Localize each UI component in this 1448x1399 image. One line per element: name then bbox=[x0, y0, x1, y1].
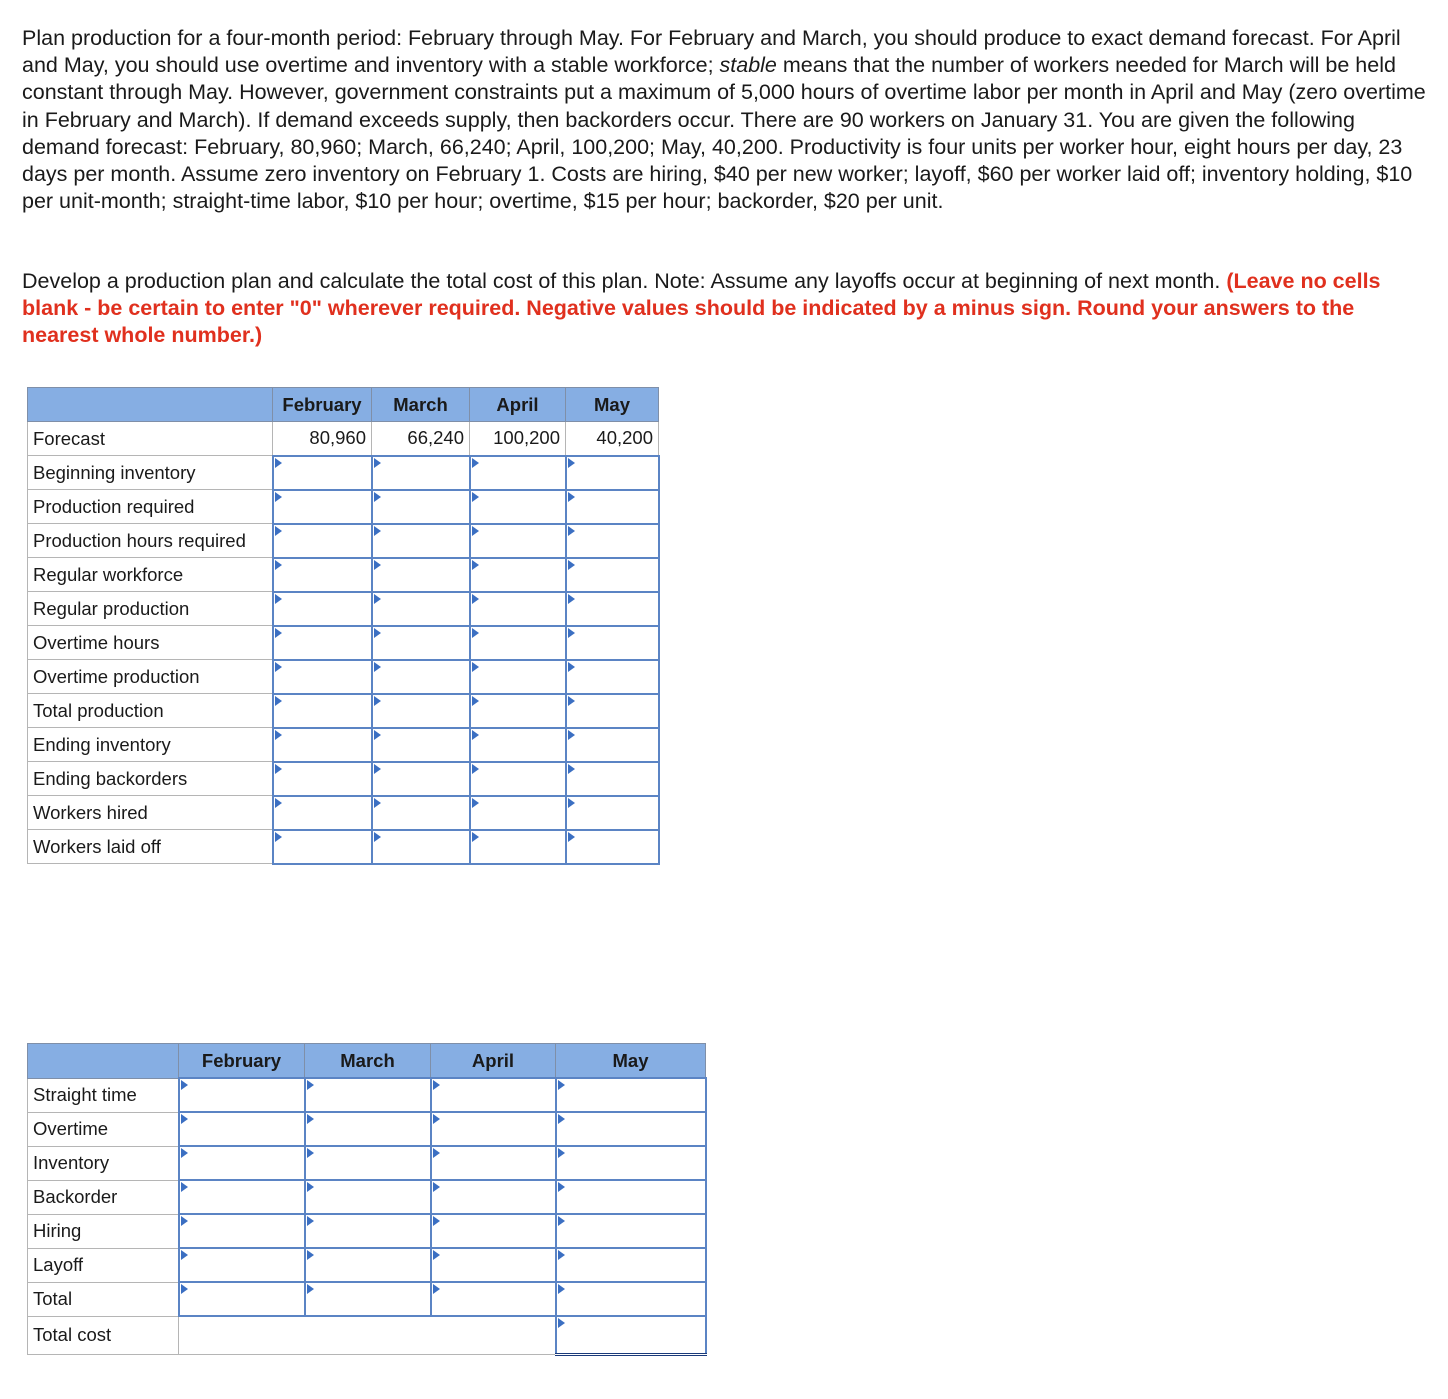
forecast-value: 66,240 bbox=[372, 422, 470, 456]
plan-row-production-required bbox=[28, 490, 659, 524]
cell-marker-icon bbox=[472, 526, 479, 536]
blank-cell bbox=[179, 1316, 305, 1354]
cost-table bbox=[27, 1043, 707, 1356]
total-cost-input[interactable] bbox=[556, 1282, 706, 1316]
cost-header-corner bbox=[28, 1044, 179, 1079]
cell-marker-icon bbox=[558, 1114, 565, 1124]
regular-workforce-input[interactable] bbox=[470, 558, 566, 592]
hiring-cost-input[interactable] bbox=[305, 1214, 431, 1248]
production-hours-required-input[interactable] bbox=[566, 524, 659, 558]
cell-marker-icon bbox=[181, 1284, 188, 1294]
cost-row-straight-time bbox=[28, 1078, 706, 1112]
cost-row-total bbox=[28, 1282, 706, 1316]
forecast-value: 40,200 bbox=[566, 422, 659, 456]
beginning-inventory-input[interactable] bbox=[470, 456, 566, 490]
cell-marker-icon bbox=[374, 458, 381, 468]
layoff-cost-input[interactable] bbox=[305, 1248, 431, 1282]
problem-emphasis: stable bbox=[719, 53, 777, 78]
cell-marker-icon bbox=[181, 1182, 188, 1192]
straight-time-cost-input[interactable] bbox=[556, 1078, 706, 1112]
forecast-row bbox=[28, 422, 659, 456]
plan-row-workers-laid-off bbox=[28, 830, 659, 864]
row-label: Regular production bbox=[28, 592, 273, 626]
overtime-cost-input[interactable] bbox=[179, 1112, 305, 1146]
workers-hired-input[interactable] bbox=[470, 796, 566, 830]
plan-row-regular-production bbox=[28, 592, 659, 626]
cost-header-month: April bbox=[431, 1044, 556, 1079]
cell-marker-icon bbox=[558, 1250, 565, 1260]
row-label: Hiring bbox=[28, 1214, 179, 1248]
plan-row-production-hours-required bbox=[28, 524, 659, 558]
workers-laid-off-input[interactable] bbox=[372, 830, 470, 864]
cell-marker-icon bbox=[181, 1080, 188, 1090]
regular-workforce-input[interactable] bbox=[566, 558, 659, 592]
plan-header-row bbox=[28, 388, 659, 422]
cell-marker-icon bbox=[374, 696, 381, 706]
plan-row-overtime-hours bbox=[28, 626, 659, 660]
regular-workforce-input[interactable] bbox=[372, 558, 470, 592]
regular-production-input[interactable] bbox=[372, 592, 470, 626]
inventory-cost-input[interactable] bbox=[556, 1146, 706, 1180]
cell-marker-icon bbox=[307, 1148, 314, 1158]
straight-time-cost-input[interactable] bbox=[305, 1078, 431, 1112]
total-production-input[interactable] bbox=[470, 694, 566, 728]
cell-marker-icon bbox=[558, 1216, 565, 1226]
cell-marker-icon bbox=[275, 832, 282, 842]
row-label: Backorder bbox=[28, 1180, 179, 1214]
overtime-cost-input[interactable] bbox=[305, 1112, 431, 1146]
total-cost-input[interactable] bbox=[556, 1316, 706, 1354]
row-label: Total production bbox=[28, 694, 273, 728]
total-cost-input[interactable] bbox=[179, 1282, 305, 1316]
cell-marker-icon bbox=[374, 628, 381, 638]
overtime-production-input[interactable] bbox=[566, 660, 659, 694]
cell-marker-icon bbox=[307, 1114, 314, 1124]
cell-marker-icon bbox=[307, 1216, 314, 1226]
cell-marker-icon bbox=[558, 1284, 565, 1294]
workers-laid-off-input[interactable] bbox=[566, 830, 659, 864]
cell-marker-icon bbox=[275, 730, 282, 740]
row-label: Overtime hours bbox=[28, 626, 273, 660]
cell-marker-icon bbox=[307, 1250, 314, 1260]
cell-marker-icon bbox=[472, 798, 479, 808]
row-label: Regular workforce bbox=[28, 558, 273, 592]
cell-marker-icon bbox=[568, 628, 575, 638]
blank-cell bbox=[431, 1316, 556, 1354]
hiring-cost-input[interactable] bbox=[556, 1214, 706, 1248]
instruction bbox=[22, 268, 1432, 350]
ending-backorders-input[interactable] bbox=[372, 762, 470, 796]
cell-marker-icon bbox=[568, 594, 575, 604]
cell-marker-icon bbox=[568, 492, 575, 502]
backorder-cost-input[interactable] bbox=[556, 1180, 706, 1214]
cell-marker-icon bbox=[275, 628, 282, 638]
problem-statement bbox=[22, 25, 1432, 215]
cost-header-month: March bbox=[305, 1044, 431, 1079]
cell-marker-icon bbox=[568, 798, 575, 808]
plan-header-month: February bbox=[273, 388, 372, 422]
cell-marker-icon bbox=[275, 662, 282, 672]
row-label: Workers laid off bbox=[28, 830, 273, 864]
cell-marker-icon bbox=[433, 1080, 440, 1090]
layoff-cost-input[interactable] bbox=[431, 1248, 556, 1282]
cell-marker-icon bbox=[307, 1284, 314, 1294]
production-hours-required-input[interactable] bbox=[372, 524, 470, 558]
row-label: Beginning inventory bbox=[28, 456, 273, 490]
total-production-input[interactable] bbox=[566, 694, 659, 728]
total-cost-input[interactable] bbox=[431, 1282, 556, 1316]
row-label: Inventory bbox=[28, 1146, 179, 1180]
cell-marker-icon bbox=[275, 764, 282, 774]
cell-marker-icon bbox=[181, 1250, 188, 1260]
cell-marker-icon bbox=[568, 458, 575, 468]
cell-marker-icon bbox=[374, 798, 381, 808]
cell-marker-icon bbox=[433, 1250, 440, 1260]
forecast-value: 80,960 bbox=[273, 422, 372, 456]
plan-header-month: March bbox=[372, 388, 470, 422]
hiring-cost-input[interactable] bbox=[179, 1214, 305, 1248]
straight-time-cost-input[interactable] bbox=[179, 1078, 305, 1112]
ending-backorders-input[interactable] bbox=[273, 762, 372, 796]
overtime-hours-input[interactable] bbox=[372, 626, 470, 660]
cell-marker-icon bbox=[568, 764, 575, 774]
cost-row-overtime bbox=[28, 1112, 706, 1146]
plan-header-corner bbox=[28, 388, 273, 422]
cell-marker-icon bbox=[275, 798, 282, 808]
ending-backorders-input[interactable] bbox=[470, 762, 566, 796]
cell-marker-icon bbox=[472, 594, 479, 604]
production-required-input[interactable] bbox=[566, 490, 659, 524]
cell-marker-icon bbox=[374, 764, 381, 774]
cost-row-layoff bbox=[28, 1248, 706, 1282]
plan-header-month: May bbox=[566, 388, 659, 422]
cell-marker-icon bbox=[374, 560, 381, 570]
overtime-cost-input[interactable] bbox=[431, 1112, 556, 1146]
cell-marker-icon bbox=[275, 594, 282, 604]
ending-inventory-input[interactable] bbox=[566, 728, 659, 762]
row-label: Forecast bbox=[28, 422, 273, 456]
row-label: Layoff bbox=[28, 1248, 179, 1282]
overtime-hours-input[interactable] bbox=[470, 626, 566, 660]
instruction-text: Develop a production plan and calculate the total cost of this plan. Note: Assume any layoffs occur at beginning of next month. bbox=[22, 269, 1227, 293]
plan-row-beginning-inventory bbox=[28, 456, 659, 490]
cell-marker-icon bbox=[472, 560, 479, 570]
plan-row-regular-workforce bbox=[28, 558, 659, 592]
beginning-inventory-input[interactable] bbox=[273, 456, 372, 490]
row-label: Overtime production bbox=[28, 660, 273, 694]
overtime-hours-input[interactable] bbox=[273, 626, 372, 660]
overtime-cost-input[interactable] bbox=[556, 1112, 706, 1146]
cell-marker-icon bbox=[374, 492, 381, 502]
plan-row-total-production bbox=[28, 694, 659, 728]
cell-marker-icon bbox=[472, 458, 479, 468]
cell-marker-icon bbox=[374, 526, 381, 536]
cell-marker-icon bbox=[374, 594, 381, 604]
total-production-input[interactable] bbox=[372, 694, 470, 728]
backorder-cost-input[interactable] bbox=[305, 1180, 431, 1214]
cell-marker-icon bbox=[472, 662, 479, 672]
backorder-cost-input[interactable] bbox=[179, 1180, 305, 1214]
inventory-cost-input[interactable] bbox=[431, 1146, 556, 1180]
beginning-inventory-input[interactable] bbox=[566, 456, 659, 490]
row-label: Straight time bbox=[28, 1078, 179, 1112]
ending-inventory-input[interactable] bbox=[470, 728, 566, 762]
row-label: Total bbox=[28, 1282, 179, 1316]
cell-marker-icon bbox=[558, 1318, 565, 1328]
plan-row-ending-inventory bbox=[28, 728, 659, 762]
row-label: Overtime bbox=[28, 1112, 179, 1146]
workers-hired-input[interactable] bbox=[372, 796, 470, 830]
production-required-input[interactable] bbox=[470, 490, 566, 524]
plan-row-workers-hired bbox=[28, 796, 659, 830]
row-label: Production required bbox=[28, 490, 273, 524]
workers-hired-input[interactable] bbox=[273, 796, 372, 830]
problem-text-1: Plan production for a four-month period: February through May. For February and March, you should produce to exact demand forecast. For April and May, you should use overtime and inventory with a stable workforce; bbox=[22, 26, 1401, 78]
cell-marker-icon bbox=[472, 696, 479, 706]
cell-marker-icon bbox=[307, 1182, 314, 1192]
plan-row-overtime-production bbox=[28, 660, 659, 694]
cell-marker-icon bbox=[568, 662, 575, 672]
regular-production-input[interactable] bbox=[470, 592, 566, 626]
cell-marker-icon bbox=[558, 1148, 565, 1158]
cell-marker-icon bbox=[568, 730, 575, 740]
cell-marker-icon bbox=[472, 730, 479, 740]
cell-marker-icon bbox=[181, 1148, 188, 1158]
overtime-production-input[interactable] bbox=[372, 660, 470, 694]
cell-marker-icon bbox=[472, 492, 479, 502]
cell-marker-icon bbox=[433, 1182, 440, 1192]
production-required-input[interactable] bbox=[372, 490, 470, 524]
cell-marker-icon bbox=[472, 764, 479, 774]
problem-text-2: means that the number of workers needed for March will be held constant through May. However, government constraints put a maximum of 5,000 hours of overtime labor per month in April and May (zero overtime in February and March). If demand exceeds supply, then backorders occur. There are 90 workers on January 31. You are given the following demand forecast: February, 80,960; March, 66,240; April, 100,200; May, 40,200. Productivity is four units per worker hour, eight hours per day, 23 days per month. Assume zero inventory on February 1. Costs are hiring, $40 per new worker; layoff, $60 per worker laid off; inventory holding, $10 per unit-month; straight-time labor, $10 per hour; overtime, $15 per hour; backorder, $20 per unit. bbox=[22, 53, 1426, 214]
backorder-cost-input[interactable] bbox=[431, 1180, 556, 1214]
workers-laid-off-input[interactable] bbox=[470, 830, 566, 864]
cost-row-backorder bbox=[28, 1180, 706, 1214]
forecast-value: 100,200 bbox=[470, 422, 566, 456]
row-label: Ending backorders bbox=[28, 762, 273, 796]
cell-marker-icon bbox=[472, 628, 479, 638]
instruction-warning: (Leave no cells blank - be certain to enter "0" wherever required. Negative values should be indicated by a minus sign. Round your answers to the nearest whole number.) bbox=[22, 269, 1381, 348]
cost-header-row bbox=[28, 1044, 706, 1079]
cell-marker-icon bbox=[472, 832, 479, 842]
cell-marker-icon bbox=[374, 832, 381, 842]
overtime-hours-input[interactable] bbox=[566, 626, 659, 660]
cell-marker-icon bbox=[275, 696, 282, 706]
hiring-cost-input[interactable] bbox=[431, 1214, 556, 1248]
workers-hired-input[interactable] bbox=[566, 796, 659, 830]
row-label: Production hours required bbox=[28, 524, 273, 558]
inventory-cost-input[interactable] bbox=[179, 1146, 305, 1180]
cell-marker-icon bbox=[275, 526, 282, 536]
regular-production-input[interactable] bbox=[273, 592, 372, 626]
overtime-production-input[interactable] bbox=[273, 660, 372, 694]
blank-cell bbox=[305, 1316, 431, 1354]
row-label: Workers hired bbox=[28, 796, 273, 830]
cell-marker-icon bbox=[275, 492, 282, 502]
cell-marker-icon bbox=[181, 1216, 188, 1226]
production-hours-required-input[interactable] bbox=[470, 524, 566, 558]
cell-marker-icon bbox=[374, 730, 381, 740]
cell-marker-icon bbox=[275, 458, 282, 468]
cost-row-inventory bbox=[28, 1146, 706, 1180]
total-cost-input[interactable] bbox=[305, 1282, 431, 1316]
ending-backorders-input[interactable] bbox=[566, 762, 659, 796]
row-label: Total cost bbox=[28, 1316, 179, 1354]
row-label: Ending inventory bbox=[28, 728, 273, 762]
cell-marker-icon bbox=[558, 1080, 565, 1090]
workers-laid-off-input[interactable] bbox=[273, 830, 372, 864]
cost-row-total-cost bbox=[28, 1316, 706, 1354]
layoff-cost-input[interactable] bbox=[556, 1248, 706, 1282]
production-required-input[interactable] bbox=[273, 490, 372, 524]
cell-marker-icon bbox=[568, 696, 575, 706]
ending-inventory-input[interactable] bbox=[273, 728, 372, 762]
production-plan-table bbox=[27, 387, 660, 865]
beginning-inventory-input[interactable] bbox=[372, 456, 470, 490]
cost-row-hiring bbox=[28, 1214, 706, 1248]
cost-header-month: May bbox=[556, 1044, 706, 1079]
inventory-cost-input[interactable] bbox=[305, 1146, 431, 1180]
regular-production-input[interactable] bbox=[566, 592, 659, 626]
cell-marker-icon bbox=[568, 832, 575, 842]
cell-marker-icon bbox=[433, 1216, 440, 1226]
cell-marker-icon bbox=[568, 560, 575, 570]
cell-marker-icon bbox=[558, 1182, 565, 1192]
cell-marker-icon bbox=[374, 662, 381, 672]
ending-inventory-input[interactable] bbox=[372, 728, 470, 762]
cell-marker-icon bbox=[433, 1284, 440, 1294]
layoff-cost-input[interactable] bbox=[179, 1248, 305, 1282]
overtime-production-input[interactable] bbox=[470, 660, 566, 694]
cell-marker-icon bbox=[568, 526, 575, 536]
plan-row-ending-backorders bbox=[28, 762, 659, 796]
cell-marker-icon bbox=[275, 560, 282, 570]
cell-marker-icon bbox=[181, 1114, 188, 1124]
regular-workforce-input[interactable] bbox=[273, 558, 372, 592]
cell-marker-icon bbox=[307, 1080, 314, 1090]
plan-header-month: April bbox=[470, 388, 566, 422]
straight-time-cost-input[interactable] bbox=[431, 1078, 556, 1112]
cell-marker-icon bbox=[433, 1148, 440, 1158]
production-hours-required-input[interactable] bbox=[273, 524, 372, 558]
cell-marker-icon bbox=[433, 1114, 440, 1124]
cost-header-month: February bbox=[179, 1044, 305, 1079]
total-production-input[interactable] bbox=[273, 694, 372, 728]
